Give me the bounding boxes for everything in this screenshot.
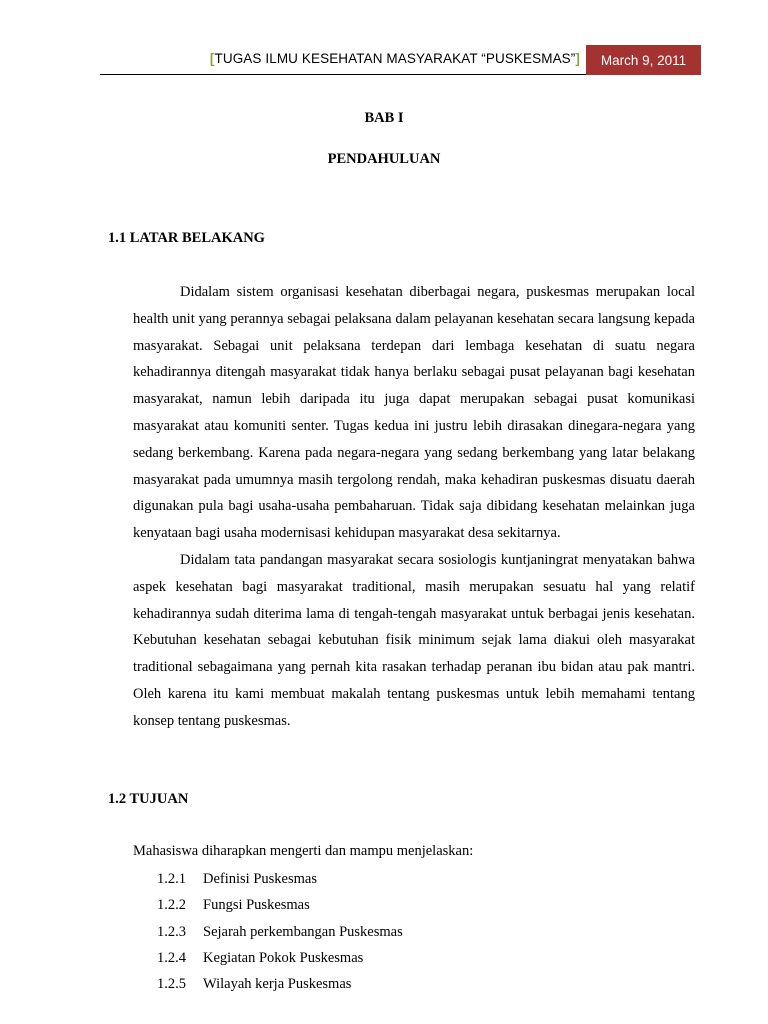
header-divider bbox=[100, 74, 586, 75]
chapter-label: BAB I bbox=[364, 110, 404, 126]
list-item bbox=[157, 974, 403, 1000]
header-date-text: March 9, 2011 bbox=[600, 52, 687, 68]
running-header-title bbox=[210, 51, 580, 66]
list-item-text: Kegiatan Pokok Puskesmas bbox=[203, 949, 364, 966]
section-heading-latar-belakang: 1.1 LATAR BELAKANG bbox=[108, 230, 265, 246]
list-item-number: 1.2.4 bbox=[157, 949, 186, 966]
list-item-number: 1.2.3 bbox=[157, 923, 186, 940]
section-heading-tujuan: 1.2 TUJUAN bbox=[108, 791, 189, 807]
objectives-intro: Mahasiswa diharapkan mengerti dan mampu menjelaskan: bbox=[133, 843, 474, 859]
objectives-list bbox=[157, 869, 403, 1000]
list-item-text: Sejarah perkembangan Puskesmas bbox=[203, 923, 403, 940]
chapter-title: PENDAHULUAN bbox=[327, 151, 441, 167]
list-item-text: Fungsi Puskesmas bbox=[203, 897, 310, 914]
header-date-badge bbox=[586, 45, 701, 75]
list-item-number: 1.2.1 bbox=[157, 871, 186, 887]
header-bracket-open: [ bbox=[209, 51, 215, 66]
list-item-text: Definisi Puskesmas bbox=[203, 871, 317, 887]
list-item bbox=[157, 948, 403, 974]
header-title-text: TUGAS ILMU KESEHATAN MASYARAKAT “PUSKESMAS” bbox=[214, 51, 576, 66]
section-body-latar-belakang bbox=[133, 279, 695, 735]
list-item-number: 1.2.5 bbox=[157, 976, 186, 993]
list-item bbox=[157, 869, 403, 895]
list-item-text: Wilayah kerja Puskesmas bbox=[203, 976, 352, 993]
list-item bbox=[157, 922, 403, 948]
paragraph: Didalam sistem organisasi kesehatan diberbagai negara, puskesmas merupakan local health unit yang perannya sebagai pelaksana dalam pelayanan kesehatan secara langsung kepada masyarakat. Sebagai unit pelaksana terdepan dari lembaga kesehatan di suatu negara kehadirannya ditengah masyarakat tidak hanya berlaku sebagai pusat pelayanan bagi kesehatan masyarakat, namun lebih daripada itu juga dapat merupakan sebagai pusat komunikasi masyarakat atau komuniti senter. Tugas kedua ini justru lebih dirasakan dinegara-negara yang sedang berkembang. Karena pada negara-negara yang sedang berkembang yang latar belakang masyarakat pada umumnya masih tergolong rendah, maka kehadiran puskesmas disuatu daerah digunakan pula bagi usaha-usaha pembaharuan. Tidak saja dibidang kesehatan melainkan juga kenyataan bagi usaha modernisasi kehidupan masyarakat desa sekitarnya. bbox=[133, 284, 695, 542]
header-bracket-close: ] bbox=[575, 51, 580, 66]
paragraph: Didalam tata pandangan masyarakat secara sosiologis kuntjaningrat menyatakan bahwa aspek kesehatan bagi masyarakat traditional, masih merupakan sesuatu hal yang relatif kehadirannya sudah diterima lama di tengah-tengah masyarakat untuk berbagai jenis kesehatan. Kebutuhan kesehatan sebagai kebutuhan fisik minimum sejak lama diakui oleh masyarakat traditional sebagaimana yang pernah kita rasakan terhadap peranan ibu bidan atau pak mantri. Oleh karena itu kami membuat makalah tentang puskesmas untuk lebih memahami tentang konsep tentang puskesmas. bbox=[133, 551, 695, 729]
list-item-number: 1.2.2 bbox=[157, 897, 186, 914]
list-item bbox=[157, 895, 403, 921]
